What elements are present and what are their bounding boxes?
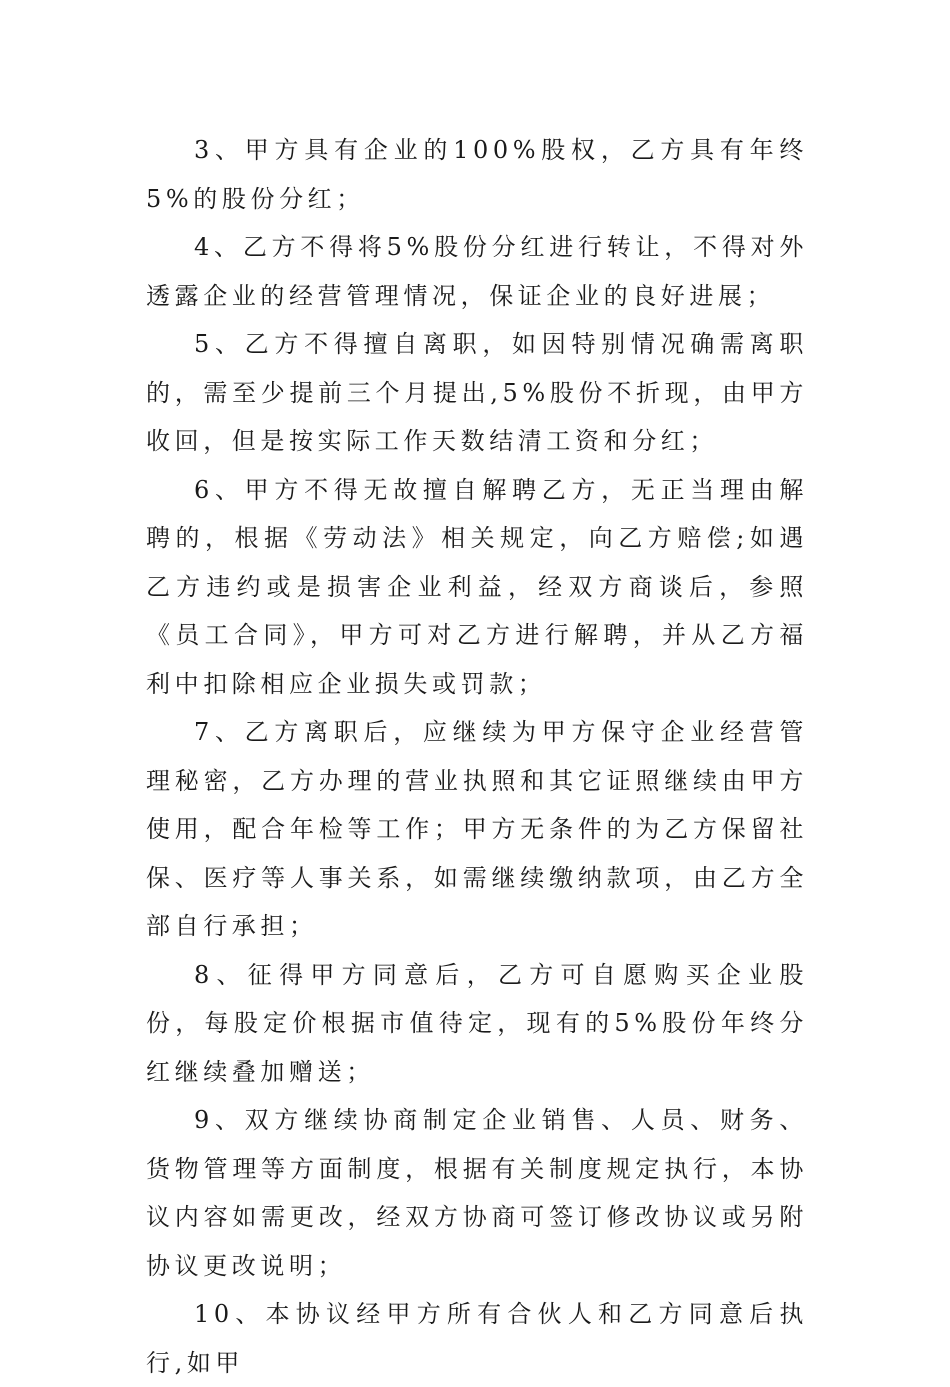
clause-7: 7、乙方离职后，应继续为甲方保守企业经营管理秘密，乙方办理的营业执照和其它证照继续由甲方使用，配合年检等工作；甲方无条件的为乙方保留社保、医疗等人事关系，如需继续缴纳款项，由乙方全部自行承担； (146, 718, 808, 940)
clause-10: 10、本协议经甲方所有合伙人和乙方同意后执行,如甲 (146, 1300, 808, 1377)
clause-5: 5、乙方不得擅自离职，如因特别情况确需离职的，需至少提前三个月提出,5%股份不折现，由甲方收回，但是按实际工作天数结清工资和分红； (146, 330, 808, 455)
clause-4: 4、乙方不得将5%股份分红进行转让，不得对外透露企业的经营管理情况，保证企业的良好进展； (146, 233, 808, 310)
clause-6: 6、甲方不得无故擅自解聘乙方，无正当理由解聘的，根据《劳动法》相关规定，向乙方赔偿;如遇乙方违约或是损害企业利益，经双方商谈后，参照《员工合同》，甲方可对乙方进行解聘，并从乙方福利中扣除相应企业损失或罚款； (146, 475, 808, 698)
document-body (146, 126, 808, 1387)
clause-9: 9、双方继续协商制定企业销售、人员、财务、货物管理等方面制度，根据有关制度规定执行，本协议内容如需更改，经双方协商可签订修改协议或另附协议更改说明； (146, 1106, 808, 1280)
clause-8: 8、征得甲方同意后，乙方可自愿购买企业股份，每股定价根据市值待定，现有的5%股份年终分红继续叠加赠送； (146, 960, 808, 1086)
clause-3: 3、甲方具有企业的100%股权，乙方具有年终5%的股份分红； (146, 136, 808, 213)
